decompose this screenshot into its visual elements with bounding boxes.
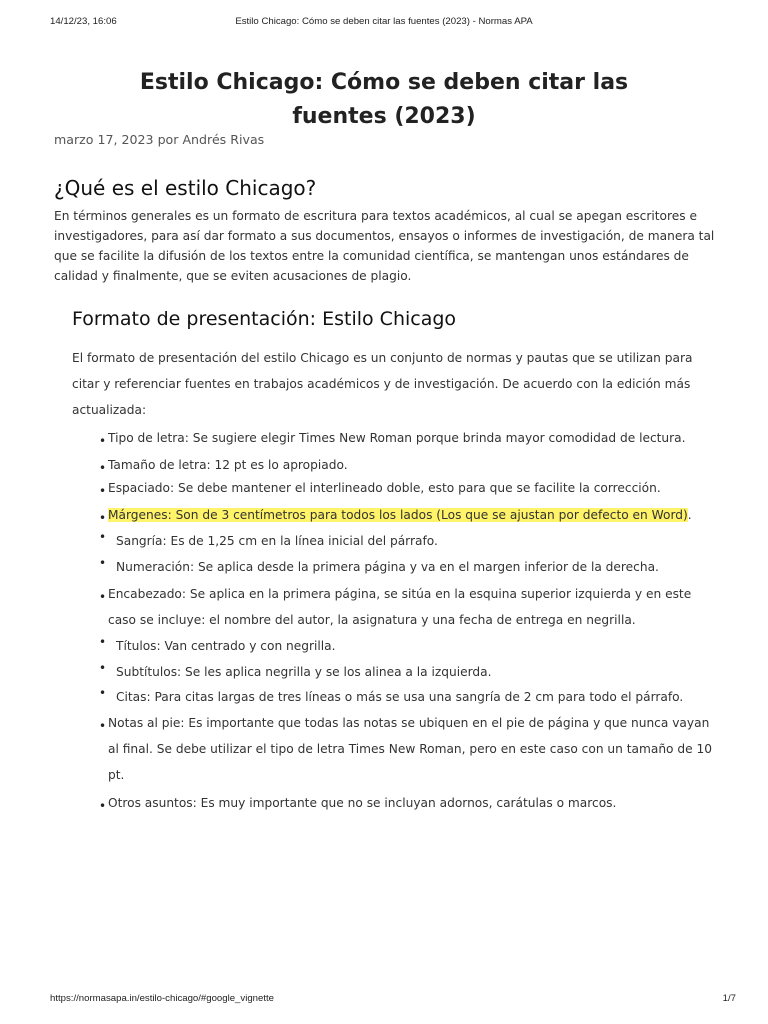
print-footer	[0, 993, 768, 1009]
list-item-text: Numeración: Se aplica desde la primera página y va en el margen inferior de la derecha.	[116, 560, 659, 574]
section-heading-format: Formato de presentación: Estilo Chicago	[72, 308, 457, 330]
list-item-text: Títulos: Van centrado y con negrilla.	[116, 639, 336, 653]
list-item-text: Espaciado: Se debe mantener el interlineado doble, esto para que se facilite la corrección.	[108, 481, 661, 495]
bullet-icon: •	[99, 719, 107, 733]
bullet-icon: •	[99, 511, 107, 525]
bullet-icon: •	[99, 661, 107, 675]
highlight-trailing-period: .	[687, 508, 692, 522]
bullet-icon: •	[99, 686, 107, 700]
bullet-icon: •	[99, 590, 107, 604]
section-paragraph-what-is: En términos generales es un formato de escritura para textos académicos, al cual se apegan escritores e investigadores, para así dar formato a sus documentos, ensayos o informes de investigación, de manera tal que se facilite la difusión de los textos entre la comunidad científica, se mantengan unos estándares de calidad y finalmente, que se eviten acusaciones de plagio.	[54, 209, 715, 283]
print-page-title: Estilo Chicago: Cómo se deben citar las fuentes (2023) - Normas APA	[235, 16, 533, 27]
article-byline: marzo 17, 2023 por Andrés Rivas	[54, 132, 265, 147]
bullet-icon: •	[99, 484, 107, 498]
print-url: https://normasapa.in/estilo-chicago/#google_vignette	[50, 993, 274, 1004]
bullet-icon: •	[99, 799, 107, 813]
list-item-text: Citas: Para citas largas de tres líneas o más se usa una sangría de 2 cm para todo el párrafo.	[116, 690, 684, 704]
section-paragraph-format: El formato de presentación del estilo Chicago es un conjunto de normas y pautas que se utilizan para citar y referenciar fuentes en trabajos académicos y de investigación. De acuerdo con la edición más actualizada:	[72, 351, 693, 417]
article-title: Estilo Chicago: Cómo se deben citar las fuentes (2023)	[139, 70, 629, 129]
list-item-text: Tamaño de letra: 12 pt es lo apropiado.	[108, 458, 348, 472]
print-datetime: 14/12/23, 16:06	[50, 16, 117, 27]
list-item-text: Otros asuntos: Es muy importante que no se incluyan adornos, carátulas o marcos.	[108, 796, 617, 810]
section-heading-what-is: ¿Qué es el estilo Chicago?	[54, 176, 317, 200]
bullet-icon: •	[99, 556, 107, 570]
bullet-icon: •	[99, 635, 107, 649]
list-item-text: Notas al pie: Es importante que todas las notas se ubiquen en el pie de página y que nunca vayan al final. Se debe utilizar el tipo de letra Times New Roman, pero en este caso con un tamaño de 10 pt.	[108, 716, 712, 782]
list-item-text-highlighted	[108, 502, 720, 528]
bullet-icon: •	[99, 434, 107, 448]
list-item-text: Encabezado: Se aplica en la primera página, se sitúa en la esquina superior izquierda y en este caso se incluye: el nombre del autor, la asignatura y una fecha de entrega en negrilla.	[108, 587, 692, 627]
page-number: 1/7	[722, 993, 736, 1004]
list-item-text: Tipo de letra: Se sugiere elegir Times New Roman porque brinda mayor comodidad de lectura.	[108, 431, 686, 445]
list-item-text: Sangría: Es de 1,25 cm en la línea inicial del párrafo.	[116, 534, 438, 548]
list-item-text: Subtítulos: Se les aplica negrilla y se los alinea a la izquierda.	[116, 665, 492, 679]
highlighted-text: Márgenes: Son de 3 centímetros para todos los lados (Los que se ajustan por defecto en Word)	[108, 508, 688, 522]
bullet-icon: •	[99, 461, 107, 475]
bullet-icon: •	[99, 530, 107, 544]
